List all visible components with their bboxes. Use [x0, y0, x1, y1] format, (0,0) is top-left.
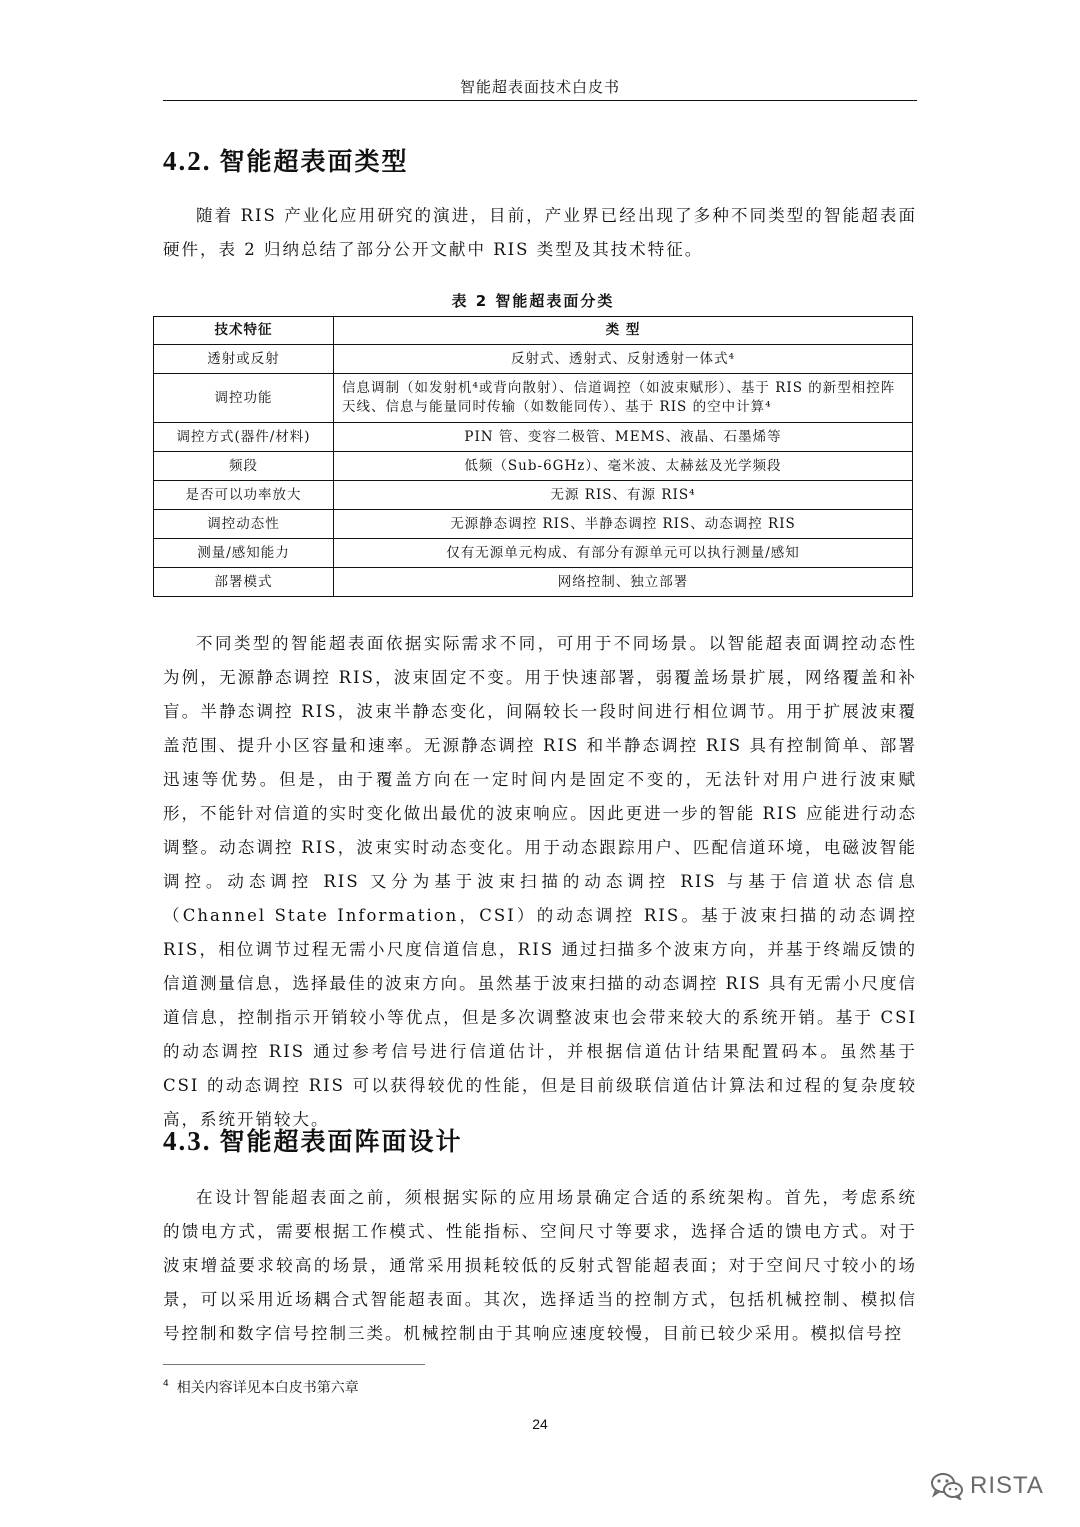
design-paragraph: 在设计智能超表面之前，须根据实际的应用场景确定合适的系统架构。首先，考虑系统的馈电方式，需要根据工作模式、性能指标、空间尺寸等要求，选择合适的馈电方式。对于波束增益要求较高的场景，通常采用损耗较低的反射式智能超表面；对于空间尺寸较小的场景，可以采用近场耦合式智能超表面。其次，选择适当的控制方式，包括机械控制、模拟信号控制和数字信号控制三类。机械控制由于其响应速度较慢，目前已较少采用。模拟信号控 — [163, 1188, 917, 1343]
type-cell: 仅有无源单元构成、有部分有源单元可以执行测量/感知 — [334, 539, 913, 568]
section-number: 4.2. — [163, 146, 212, 176]
table-row — [154, 452, 913, 481]
intro-paragraph: 随着 RIS 产业化应用研究的演进，目前，产业界已经出现了多种不同类型的智能超表面硬件，表 2 归纳总结了部分公开文献中 RIS 类型及其技术特征。 — [163, 206, 917, 259]
page-number: 24 — [532, 1416, 548, 1432]
body-paragraph: 不同类型的智能超表面依据实际需求不同，可用于不同场景。以智能超表面调控动态性为例，无源静态调控 RIS，波束固定不变。用于快速部署，弱覆盖场景扩展，网络覆盖和补盲。半静态调控 RIS，波束半静态变化，间隔较长一段时间进行相位调节。用于扩展波束覆盖范围、提升小区容量和速率。无源静态调控 RIS 和半静态调控 RIS 具有控制简单、部署迅速等优势。但是，由于覆盖方向在一定时间内是固定不变的，无法针对用户进行波束赋形，不能针对信道的实时变化做出最优的波束响应。因此更进一步的智能 RIS 应能进行动态调整。动态调控 RIS，波束实时动态变化。用于动态跟踪用户、匹配信道环境，电磁波智能调控。动态调控 RIS 又分为基于波束扫描的动态调控 RIS 与基于信道状态信息（Channel State Information，CSI）的动态调控 RIS。基于波束扫描的动态调控 RIS，相位调节过程无需小尺度信道信息，RIS 通过扫描多个波束方向，并基于终端反馈的信道测量信息，选择最佳的波束方向。虽然基于波束扫描的动态调控 RIS 具有无需小尺度信道信息，控制指示开销较小等优点，但是多次调整波束也会带来较大的系统开销。基于 CSI 的动态调控 RIS 通过参考信号进行信道估计，并根据信道估计结果配置码本。虽然基于 CSI 的动态调控 RIS 可以获得较优的性能，但是目前级联信道估计算法和过程的复杂度较高，系统开销较大。 — [163, 634, 918, 1129]
table-row — [154, 539, 913, 568]
section-number: 4.3. — [163, 1126, 212, 1156]
wechat-icon — [930, 1472, 964, 1500]
feature-cell: 调控方式(器件/材料) — [154, 423, 334, 452]
watermark — [930, 1472, 1044, 1500]
footnote — [163, 1377, 359, 1397]
type-cell: 信息调制（如发射机⁴或背向散射）、信道调控（如波束赋形）、基于 RIS 的新型相控阵天线、信息与能量同时传输（如数能同传）、基于 RIS 的空中计算⁴ — [334, 374, 913, 423]
table-header-row — [154, 317, 913, 345]
feature-cell: 调控功能 — [154, 374, 334, 423]
section-heading: 智能超表面阵面设计 — [219, 1127, 463, 1156]
type-cell: 无源 RIS、有源 RIS⁴ — [334, 481, 913, 510]
running-header: 智能超表面技术白皮书 — [459, 78, 620, 96]
table-row — [154, 568, 913, 597]
table-caption: 表 2 智能超表面分类 — [451, 292, 615, 310]
feature-cell: 部署模式 — [154, 568, 334, 597]
footnote-mark: 4 — [163, 1379, 169, 1390]
section-title-4-3 — [163, 1125, 463, 1158]
watermark-text: RISTA — [970, 1472, 1044, 1499]
feature-cell: 频段 — [154, 452, 334, 481]
header-feature: 技术特征 — [154, 317, 334, 345]
type-cell: 无源静态调控 RIS、半静态调控 RIS、动态调控 RIS — [334, 510, 913, 539]
table-row — [154, 510, 913, 539]
type-cell: 反射式、透射式、反射透射一体式⁴ — [334, 345, 913, 374]
type-cell: 网络控制、独立部署 — [334, 568, 913, 597]
classification-table — [153, 316, 913, 597]
feature-cell: 测量/感知能力 — [154, 539, 334, 568]
table-row — [154, 374, 913, 423]
footnote-rule — [163, 1364, 425, 1365]
feature-cell: 调控动态性 — [154, 510, 334, 539]
table-row — [154, 345, 913, 374]
feature-cell: 是否可以功率放大 — [154, 481, 334, 510]
table-row — [154, 481, 913, 510]
feature-cell: 透射或反射 — [154, 345, 334, 374]
type-cell: 低频（Sub-6GHz）、毫米波、太赫兹及光学频段 — [334, 452, 913, 481]
footnote-text: 相关内容详见本白皮书第六章 — [176, 1380, 359, 1396]
header-rule — [163, 100, 917, 101]
table-row — [154, 423, 913, 452]
section-title-4-2 — [163, 145, 409, 178]
type-cell: PIN 管、变容二极管、MEMS、液晶、石墨烯等 — [334, 423, 913, 452]
header-type: 类 型 — [334, 317, 913, 345]
section-heading: 智能超表面类型 — [219, 147, 409, 176]
